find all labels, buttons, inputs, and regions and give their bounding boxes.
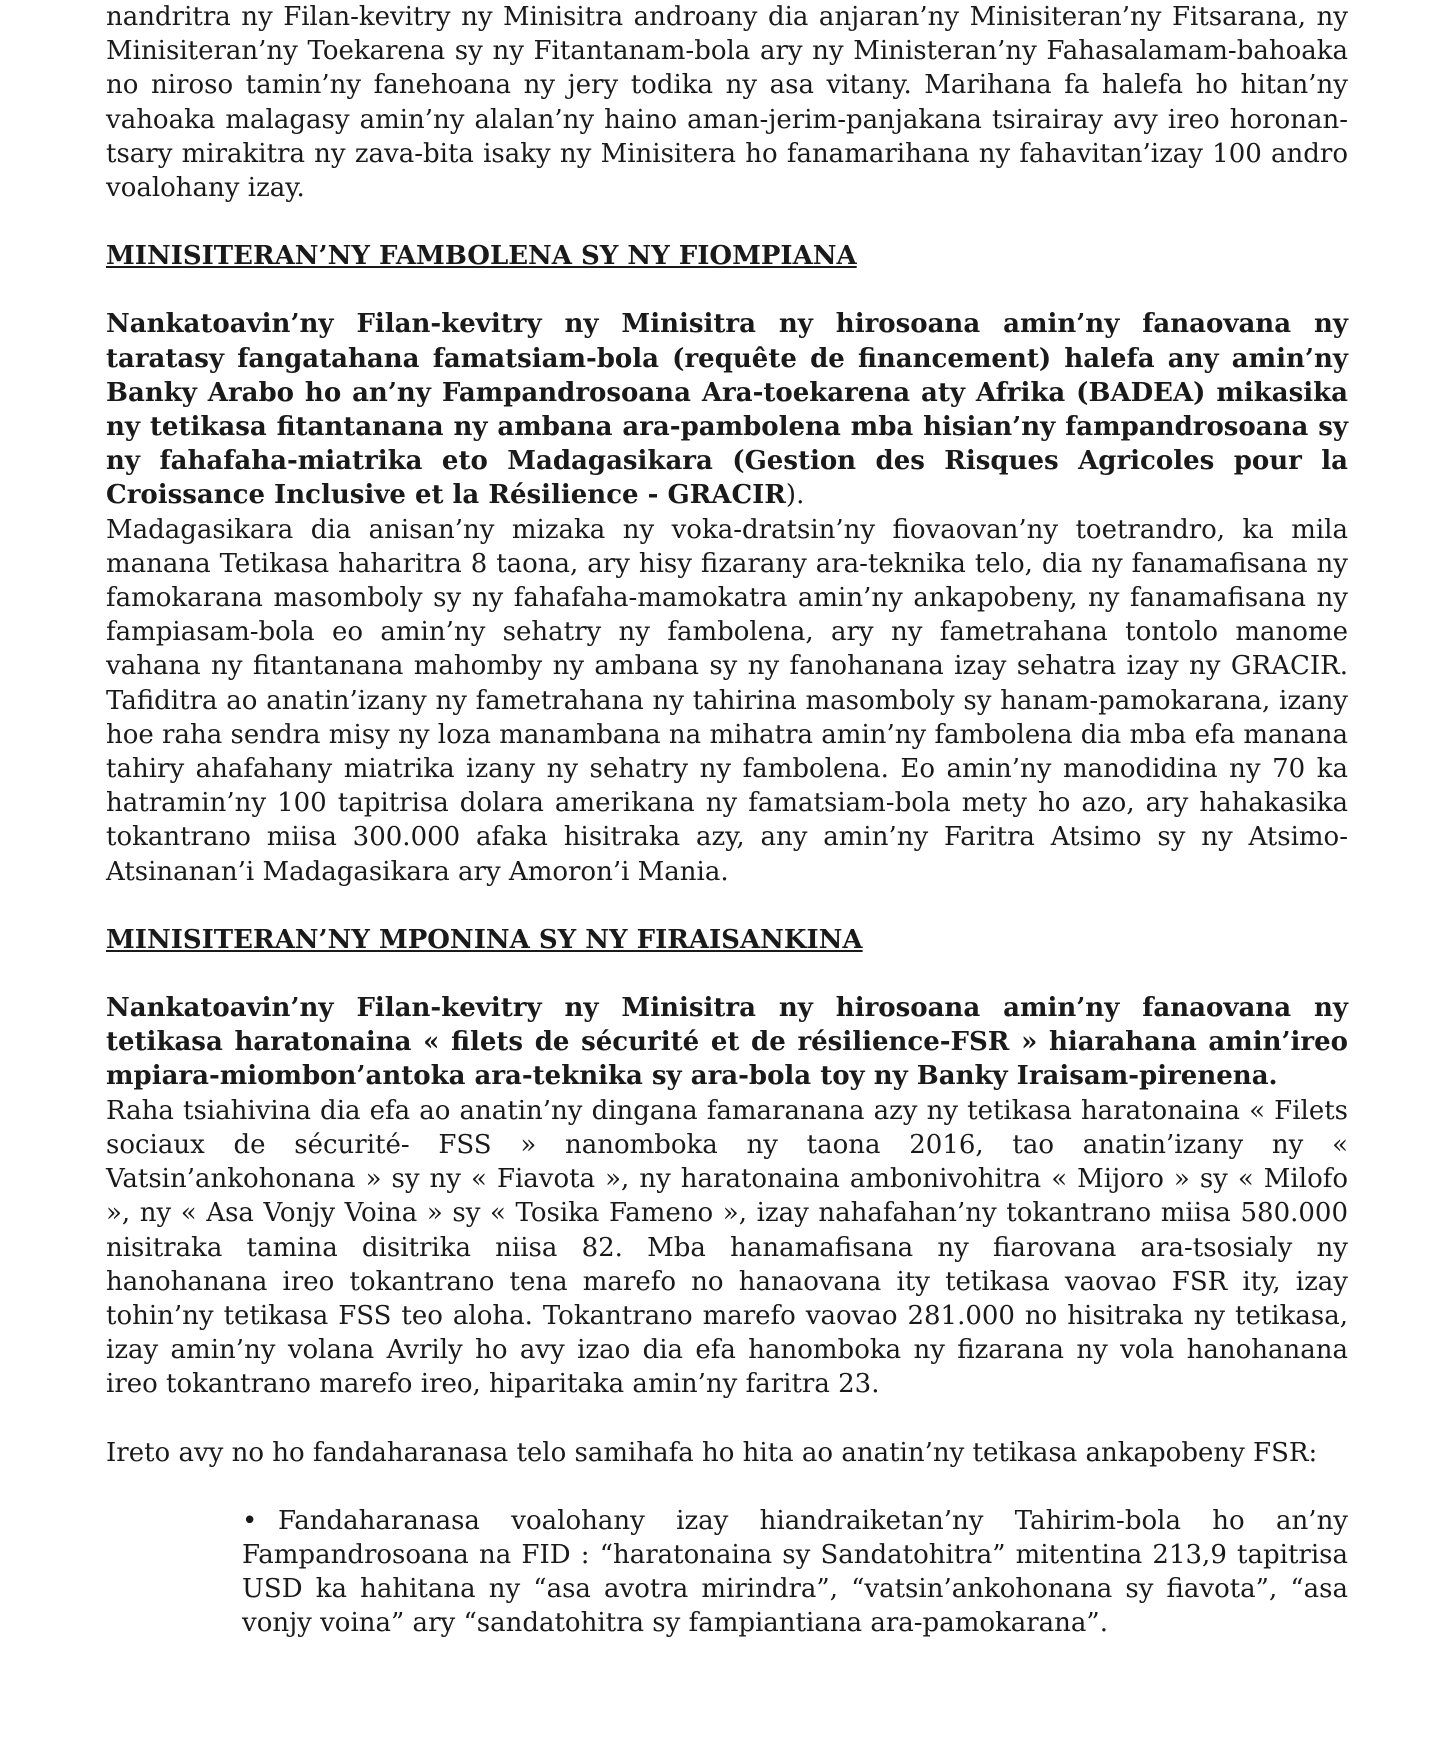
paragraph-agriculture-decision — [106, 307, 1348, 512]
section-heading-population: MINISITERAN’NY MPONINA SY NY FIRAISANKINA — [106, 924, 863, 955]
bold-decision-text: Nankatoavin’ny Filan-kevitry ny Minisitra ny hirosoana amin’ny fanaovana ny taratasy fangatahana famatsiam-bola (requête de financement) halefa any amin’ny Banky Arabo ho an’ny Fampandrosoana Ara-toekarena aty Afrika (BADEA) mikasika ny tetikasa fitantanana ny ambana ara-pambolena mba hisian’ny fampandrosoana sy ny fahafaha-miatrika eto Madagasikara (Gestion des Risques Agricoles pour la Croissance Inclusive et la Résilience - GRACIR — [106, 309, 1348, 511]
paragraph-agriculture-details: Madagasikara dia anisan’ny mizaka ny voka-dratsin’ny fiovaovan’ny toetrandro, ka mila manana Tetikasa haharitra 8 taona, ary hisy fizarany ara-teknika telo, dia ny fanamafisana ny famokarana masomboly sy ny fahafaha-mamokatra amin’ny ankapobeny, ny fanamafisana ny fampiasam-bola eo amin’ny sehatry ny fambolena, ary ny fametrahana tontolo manome vahana ny fitantanana mahomby ny ambana sy ny fanohanana izay sehatra izay ny GRACIR. Tafiditra ao anatin’izany ny fametrahana ny tahirina masomboly sy hanam-pamokarana, izany hoe raha sendra misy ny loza manambana na mihatra amin’ny fambolena dia mba efa manana tahiry ahafahany miatrika izany ny sehatry ny fambolena. Eo amin’ny manodidina ny 70 ka hatramin’ny 100 tapitrisa dolara amerikana ny famatsiam-bola mety ho azo, ary hahakasika tokantrano miisa 300.000 afaka hisitraka azy, any amin’ny Faritra Atsimo sy ny Atsimo-Atsinanan’i Madagasikara ary Amoron’i Mania. — [106, 514, 1348, 887]
bullet-icon: • — [242, 1505, 258, 1536]
document-page — [106, 0, 1348, 1641]
programs-list — [106, 1504, 1348, 1641]
decision-closing: ). — [785, 480, 805, 511]
list-item-text: Fandaharanasa voalohany izay hiandraiketan’ny Tahirim-bola ho an’ny Fampandrosoana na FID : “haratonaina sy Sandatohitra” mitentina 213,9 tapitrisa USD ka hahitana ny “asa avotra mirindra”, “vatsin’ankohonana sy fiavota”, “asa vonjy voina” ary “sandatohitra sy fampiantiana ara-pamokarana”. — [242, 1505, 1348, 1639]
section-heading-agriculture: MINISITERAN’NY FAMBOLENA SY NY FIOMPIANA — [106, 241, 857, 272]
paragraph-population-decision: Nankatoavin’ny Filan-kevitry ny Minisitra ny hirosoana amin’ny fanaovana ny tetikasa haratonaina « filets de sécurité et de résilience-FSR » hiarahana amin’ireo mpiara-miombon’antoka ara-teknika sy ara-bola toy ny Banky Iraisam-pirenena. — [106, 993, 1348, 1092]
paragraph-programs-intro: Ireto avy no ho fandaharanasa telo samihafa ho hita ao anatin’ny tetikasa ankapobeny FSR: — [106, 1437, 1318, 1468]
list-item — [242, 1504, 1348, 1641]
paragraph-population-details: Raha tsiahivina dia efa ao anatin’ny dingana famaranana azy ny tetikasa haratonaina « Filets sociaux de sécurité- FSS » nanomboka ny taona 2016, tao anatin’izany ny « Vatsin’ankohonana » sy ny « Fiavota », ny haratonaina ambonivohitra « Mijoro » sy « Milofo », ny « Asa Vonjy Voina » sy « Tosika Fameno », izay nahafahan’ny tokantrano miisa 580.000 nisitraka tamina disitrika niisa 82. Mba hanamafisana ny fiarovana ara-tsosialy ny hanohanana ireo tokantrano tena marefo no hanaovana ity tetikasa vaovao FSR ity, izay tohin’ny tetikasa FSS teo aloha. Tokantrano marefo vaovao 281.000 no hisitraka ny tetikasa, izay amin’ny volana Avrily ho avy izao dia efa hanomboka ny fizarana ny vola hanohanana ireo tokantrano marefo ireo, hiparitaka amin’ny faritra 23. — [106, 1095, 1348, 1400]
paragraph-intro: nandritra ny Filan-kevitry ny Minisitra androany dia anjaran’ny Minisiteran’ny Fitsarana, ny Minisiteran’ny Toekarena sy ny Fitantanam-bola ary ny Ministeran’ny Fahasalamam-bahoaka no niroso tamin’ny fanehoana ny jery todika ny asa vitany. Marihana fa halefa ho hitan’ny vahoaka malagasy amin’ny alalan’ny haino aman-jerim-panjakana tsirairay avy ireo horonan-tsary mirakitra ny zava-bita isaky ny Minisitera ho fanamarihana ny fahavitan’izay 100 andro voalohany izay. — [106, 2, 1348, 204]
